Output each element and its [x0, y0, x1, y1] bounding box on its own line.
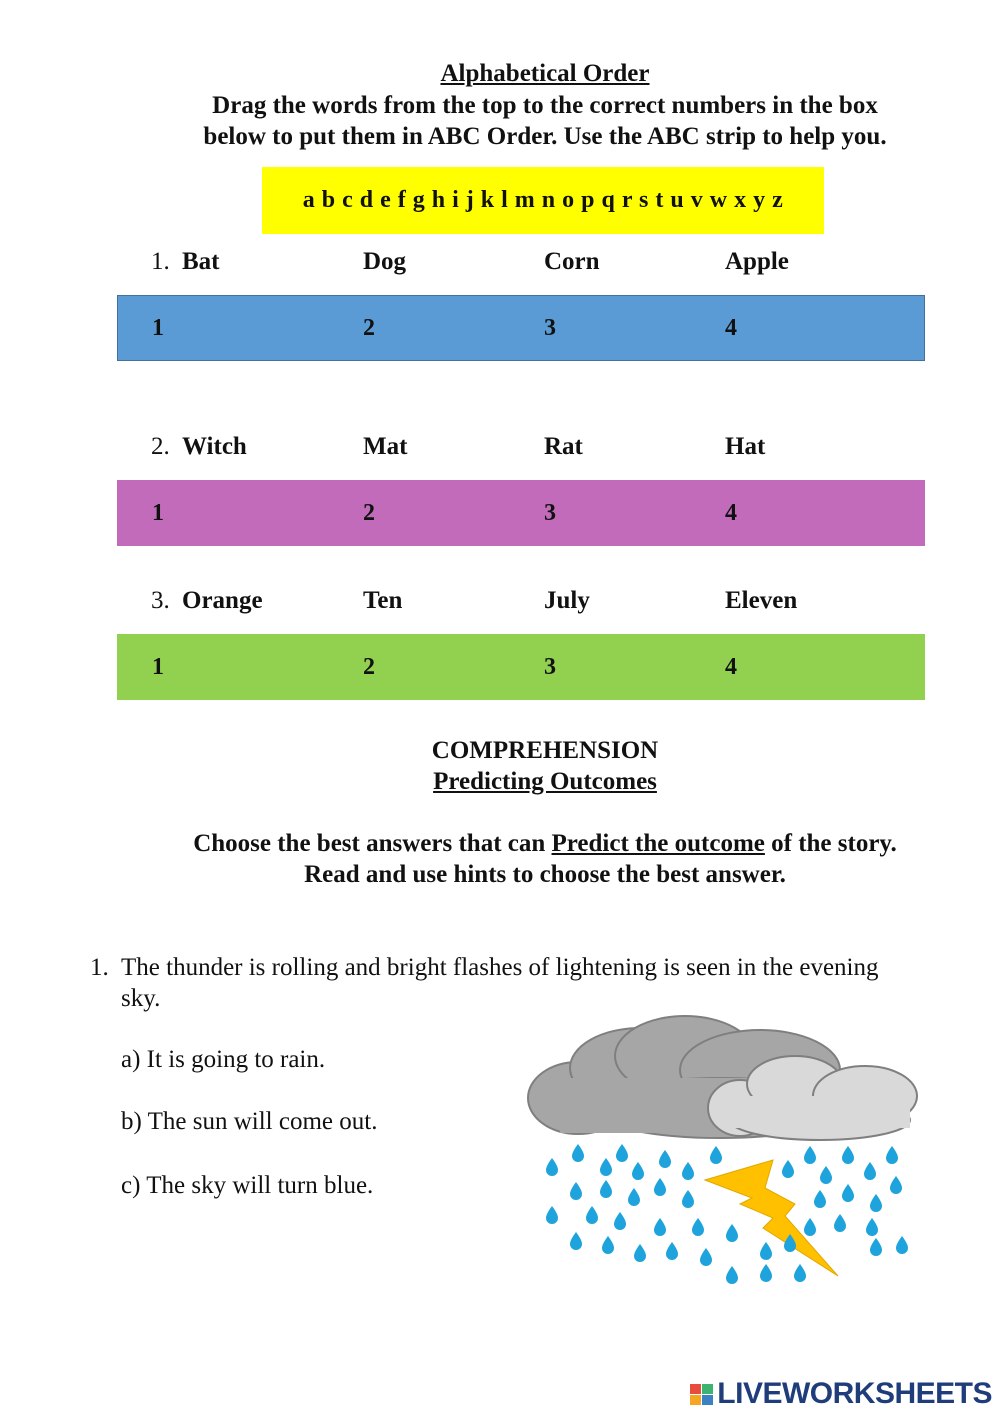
draggable-word[interactable]: Bat	[182, 248, 220, 275]
instruction-emphasis: Predict the outcome	[551, 830, 765, 857]
option-letter: a)	[121, 1046, 141, 1073]
drop-slot[interactable]: 3	[544, 499, 556, 526]
drop-slot[interactable]: 4	[725, 314, 737, 341]
exercise-3-number: 3.	[151, 587, 170, 614]
draggable-word[interactable]: Dog	[363, 248, 407, 275]
draggable-word[interactable]: Ten	[363, 587, 403, 614]
option-text: The sun will come out.	[147, 1108, 378, 1135]
drop-slot[interactable]: 4	[725, 499, 737, 526]
abc-strip: a b c d e f g h i j k l m n o p q r s t u v w x y z	[262, 167, 824, 234]
drop-slot[interactable]: 3	[544, 314, 556, 341]
drop-slot[interactable]: 2	[363, 499, 375, 526]
comprehension-instruction-2: Read and use hints to choose the best answer.	[304, 861, 786, 888]
liveworksheets-logo[interactable]	[689, 1376, 992, 1412]
drop-slot[interactable]: 2	[363, 314, 375, 341]
draggable-word[interactable]: Eleven	[725, 587, 798, 614]
draggable-word[interactable]: July	[544, 587, 590, 614]
page-title: Alphabetical Order	[440, 60, 650, 87]
option-text: The sky will turn blue.	[146, 1172, 374, 1199]
question-number: 1.	[90, 954, 109, 981]
draggable-word[interactable]: Rat	[544, 433, 583, 460]
instruction-text: Choose the best answers that can	[193, 830, 552, 857]
exercise-2-number: 2.	[151, 433, 170, 460]
draggable-word[interactable]: Corn	[544, 248, 600, 275]
answer-box-2	[117, 480, 925, 546]
question-text: The thunder is rolling and bright flashes of lightening is seen in the evening	[121, 954, 879, 981]
logo-mark-icon	[689, 1381, 715, 1407]
draggable-word[interactable]: Mat	[363, 433, 408, 460]
option-a[interactable]	[121, 1046, 325, 1074]
option-b[interactable]	[121, 1108, 377, 1136]
drop-slot[interactable]: 4	[725, 653, 737, 680]
instruction-line-1: Drag the words from the top to the correct numbers in the box	[212, 92, 878, 119]
draggable-word[interactable]: Witch	[182, 433, 247, 460]
question-text-cont: sky.	[121, 985, 161, 1012]
answer-box-1	[117, 295, 925, 361]
draggable-word[interactable]: Hat	[725, 433, 766, 460]
draggable-word[interactable]: Apple	[725, 248, 789, 275]
option-letter: c)	[121, 1172, 141, 1199]
storm-cloud-icon	[520, 1008, 930, 1288]
comprehension-instruction	[0, 830, 1000, 858]
drop-slot[interactable]: 3	[544, 653, 556, 680]
option-letter: b)	[121, 1108, 142, 1135]
option-text: It is going to rain.	[146, 1046, 326, 1073]
logo-text: LIVEWORKSHEETS	[717, 1377, 992, 1410]
section-subheading: Predicting Outcomes	[433, 768, 657, 795]
drop-slot[interactable]: 1	[152, 314, 164, 341]
section-heading: COMPREHENSION	[431, 737, 659, 764]
instruction-line-2: below to put them in ABC Order. Use the ABC strip to help you.	[203, 123, 887, 150]
drop-slot[interactable]: 2	[363, 653, 375, 680]
drop-slot[interactable]: 1	[152, 499, 164, 526]
exercise-1-number: 1.	[151, 248, 170, 275]
instruction-text: of the story.	[764, 830, 897, 857]
drop-slot[interactable]: 1	[152, 653, 164, 680]
draggable-word[interactable]: Orange	[182, 587, 263, 614]
answer-box-3	[117, 634, 925, 700]
option-c[interactable]	[121, 1172, 373, 1200]
